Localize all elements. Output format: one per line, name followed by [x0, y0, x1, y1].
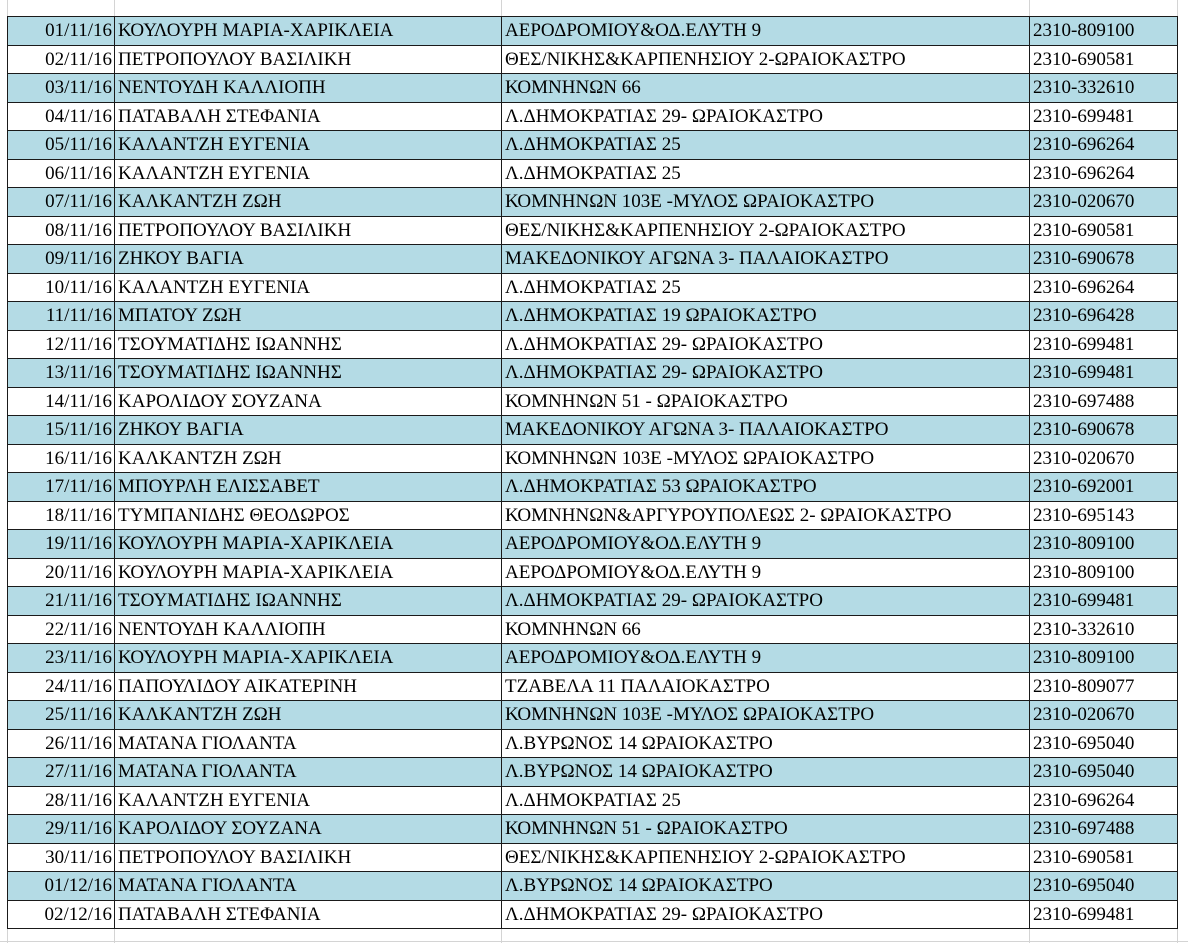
date-cell[interactable]: 16/11/16: [8, 444, 115, 473]
table-row[interactable]: [8, 131, 1178, 160]
table-row[interactable]: [8, 644, 1178, 673]
table-row[interactable]: [8, 815, 1178, 844]
date-cell[interactable]: 09/11/16: [8, 245, 115, 274]
table-row[interactable]: [8, 330, 1178, 359]
table-row[interactable]: [8, 672, 1178, 701]
address-cell[interactable]: Λ.ΒΥΡΩΝΟΣ 14 ΩΡΑΙΟΚΑΣΤΡΟ: [502, 872, 1030, 901]
date-cell[interactable]: 28/11/16: [8, 786, 115, 815]
pharmacist-name-cell[interactable]: ΤΥΜΠΑΝΙΔΗΣ ΘΕΟΔΩΡΟΣ: [115, 501, 502, 530]
pharmacist-name-cell[interactable]: ΠΕΤΡΟΠΟΥΛΟΥ ΒΑΣΙΛΙΚΗ: [115, 45, 502, 74]
phone-cell[interactable]: 2310-699481: [1030, 102, 1178, 131]
address-cell[interactable]: ΑΕΡΟΔΡΟΜΙΟΥ&ΟΔ.ΕΛΥΤΗ 9: [502, 17, 1030, 46]
table-row[interactable]: [8, 843, 1178, 872]
date-cell[interactable]: 13/11/16: [8, 359, 115, 388]
pharmacist-name-cell[interactable]: ΜΠΑΤΟΥ ΖΩΗ: [115, 302, 502, 331]
date-cell[interactable]: 17/11/16: [8, 473, 115, 502]
phone-cell[interactable]: 2310-695040: [1030, 872, 1178, 901]
address-cell[interactable]: Λ.ΔΗΜΟΚΡΑΤΙΑΣ 29- ΩΡΑΙΟΚΑΣΤΡΟ: [502, 102, 1030, 131]
pharmacist-name-cell[interactable]: ΚΑΛΚΑΝΤΖΗ ΖΩΗ: [115, 701, 502, 730]
phone-cell[interactable]: 2310-809100: [1030, 558, 1178, 587]
table-row[interactable]: [8, 302, 1178, 331]
address-cell[interactable]: Λ.ΔΗΜΟΚΡΑΤΙΑΣ 29- ΩΡΑΙΟΚΑΣΤΡΟ: [502, 900, 1030, 929]
phone-cell[interactable]: 2310-332610: [1030, 615, 1178, 644]
table-row[interactable]: [8, 872, 1178, 901]
pharmacist-name-cell[interactable]: ΚΑΛΚΑΝΤΖΗ ΖΩΗ: [115, 444, 502, 473]
pharmacist-name-cell[interactable]: ΝΕΝΤΟΥΔΗ ΚΑΛΛΙΟΠΗ: [115, 74, 502, 103]
pharmacist-name-cell[interactable]: ΚΑΡΟΛΙΔΟΥ ΣΟΥΖΑΝΑ: [115, 815, 502, 844]
address-cell[interactable]: ΜΑΚΕΔΟΝΙΚΟΥ ΑΓΩΝΑ 3- ΠΑΛΑΙΟΚΑΣΤΡΟ: [502, 245, 1030, 274]
phone-cell[interactable]: 2310-696264: [1030, 786, 1178, 815]
pharmacist-name-cell[interactable]: ΠΑΤΑΒΑΛΗ ΣΤΕΦΑΝΙΑ: [115, 102, 502, 131]
pharmacist-name-cell[interactable]: ΜΑΤΑΝΑ ΓΙΟΛΑΝΤΑ: [115, 872, 502, 901]
address-cell[interactable]: ΚΟΜΝΗΝΩΝ 66: [502, 615, 1030, 644]
pharmacist-name-cell[interactable]: ΝΕΝΤΟΥΔΗ ΚΑΛΛΙΟΠΗ: [115, 615, 502, 644]
date-cell[interactable]: 23/11/16: [8, 644, 115, 673]
address-cell[interactable]: Λ.ΔΗΜΟΚΡΑΤΙΑΣ 29- ΩΡΑΙΟΚΑΣΤΡΟ: [502, 330, 1030, 359]
phone-cell[interactable]: 2310-020670: [1030, 444, 1178, 473]
pharmacist-name-cell[interactable]: ΚΑΛΑΝΤΖΗ ΕΥΓΕΝΙΑ: [115, 273, 502, 302]
pharmacist-name-cell[interactable]: ΚΑΛΑΝΤΖΗ ΕΥΓΕΝΙΑ: [115, 131, 502, 160]
gridline: [7, 0, 8, 16]
phone-cell[interactable]: 2310-809100: [1030, 530, 1178, 559]
gridline: [1029, 0, 1030, 16]
table-row[interactable]: [8, 900, 1178, 929]
phone-cell[interactable]: 2310-697488: [1030, 387, 1178, 416]
address-cell[interactable]: Λ.ΔΗΜΟΚΡΑΤΙΑΣ 25: [502, 786, 1030, 815]
date-cell[interactable]: 14/11/16: [8, 387, 115, 416]
roster-table-body: [8, 17, 1178, 929]
address-cell[interactable]: ΚΟΜΝΗΝΩΝ&ΑΡΓΥΡΟΥΠΟΛΕΩΣ 2- ΩΡΑΙΟΚΑΣΤΡΟ: [502, 501, 1030, 530]
phone-cell[interactable]: 2310-695040: [1030, 729, 1178, 758]
address-cell[interactable]: Λ.ΔΗΜΟΚΡΑΤΙΑΣ 29- ΩΡΑΙΟΚΑΣΤΡΟ: [502, 587, 1030, 616]
table-row[interactable]: [8, 359, 1178, 388]
date-cell[interactable]: 01/12/16: [8, 872, 115, 901]
pharmacist-name-cell[interactable]: ΠΕΤΡΟΠΟΥΛΟΥ ΒΑΣΙΛΙΚΗ: [115, 843, 502, 872]
date-cell[interactable]: 01/11/16: [8, 17, 115, 46]
address-cell[interactable]: ΘΕΣ/ΝΙΚΗΣ&ΚΑΡΠΕΝΗΣΙΟΥ 2-ΩΡΑΙΟΚΑΣΤΡΟ: [502, 45, 1030, 74]
table-row[interactable]: [8, 501, 1178, 530]
date-cell[interactable]: 02/11/16: [8, 45, 115, 74]
phone-cell[interactable]: 2310-690581: [1030, 216, 1178, 245]
pharmacist-name-cell[interactable]: ΖΗΚΟΥ ΒΑΓΙΑ: [115, 416, 502, 445]
address-cell[interactable]: Λ.ΔΗΜΟΚΡΑΤΙΑΣ 19 ΩΡΑΙΟΚΑΣΤΡΟ: [502, 302, 1030, 331]
phone-cell[interactable]: 2310-699481: [1030, 359, 1178, 388]
table-row[interactable]: [8, 786, 1178, 815]
table-row[interactable]: [8, 45, 1178, 74]
phone-cell[interactable]: 2310-699481: [1030, 900, 1178, 929]
phone-cell[interactable]: 2310-690678: [1030, 245, 1178, 274]
table-row[interactable]: [8, 587, 1178, 616]
date-cell[interactable]: 06/11/16: [8, 159, 115, 188]
address-cell[interactable]: ΘΕΣ/ΝΙΚΗΣ&ΚΑΡΠΕΝΗΣΙΟΥ 2-ΩΡΑΙΟΚΑΣΤΡΟ: [502, 843, 1030, 872]
address-cell[interactable]: ΑΕΡΟΔΡΟΜΙΟΥ&ΟΔ.ΕΛΥΤΗ 9: [502, 530, 1030, 559]
table-row[interactable]: [8, 17, 1178, 46]
table-row[interactable]: [8, 729, 1178, 758]
date-cell[interactable]: 24/11/16: [8, 672, 115, 701]
date-cell[interactable]: 20/11/16: [8, 558, 115, 587]
pharmacist-name-cell[interactable]: ΜΑΤΑΝΑ ΓΙΟΛΑΝΤΑ: [115, 729, 502, 758]
date-cell[interactable]: 18/11/16: [8, 501, 115, 530]
phone-cell[interactable]: 2310-697488: [1030, 815, 1178, 844]
address-cell[interactable]: Λ.ΒΥΡΩΝΟΣ 14 ΩΡΑΙΟΚΑΣΤΡΟ: [502, 758, 1030, 787]
spreadsheet-bottom-gridlines: [0, 929, 1188, 943]
phone-cell[interactable]: 2310-696428: [1030, 302, 1178, 331]
table-row[interactable]: [8, 558, 1178, 587]
table-row[interactable]: [8, 387, 1178, 416]
address-cell[interactable]: ΚΟΜΝΗΝΩΝ 66: [502, 74, 1030, 103]
pharmacist-name-cell[interactable]: ΚΟΥΛΟΥΡΗ ΜΑΡΙΑ-ΧΑΡΙΚΛΕΙΑ: [115, 17, 502, 46]
phone-cell[interactable]: 2310-692001: [1030, 473, 1178, 502]
gridline: [114, 0, 115, 16]
address-cell[interactable]: Λ.ΔΗΜΟΚΡΑΤΙΑΣ 25: [502, 131, 1030, 160]
table-row[interactable]: [8, 74, 1178, 103]
phone-cell[interactable]: 2310-690581: [1030, 843, 1178, 872]
table-row[interactable]: [8, 216, 1178, 245]
pharmacist-name-cell[interactable]: ΚΑΡΟΛΙΔΟΥ ΣΟΥΖΑΝΑ: [115, 387, 502, 416]
table-row[interactable]: [8, 615, 1178, 644]
address-cell[interactable]: Λ.ΔΗΜΟΚΡΑΤΙΑΣ 29- ΩΡΑΙΟΚΑΣΤΡΟ: [502, 359, 1030, 388]
table-row[interactable]: [8, 188, 1178, 217]
date-cell[interactable]: 02/12/16: [8, 900, 115, 929]
date-cell[interactable]: 26/11/16: [8, 729, 115, 758]
phone-cell[interactable]: 2310-809077: [1030, 672, 1178, 701]
date-cell[interactable]: 22/11/16: [8, 615, 115, 644]
date-cell[interactable]: 25/11/16: [8, 701, 115, 730]
date-cell[interactable]: 15/11/16: [8, 416, 115, 445]
phone-cell[interactable]: 2310-690678: [1030, 416, 1178, 445]
table-row[interactable]: [8, 102, 1178, 131]
address-cell[interactable]: Λ.ΒΥΡΩΝΟΣ 14 ΩΡΑΙΟΚΑΣΤΡΟ: [502, 729, 1030, 758]
pharmacist-name-cell[interactable]: ΠΑΤΑΒΑΛΗ ΣΤΕΦΑΝΙΑ: [115, 900, 502, 929]
pharmacy-duty-roster-table: [7, 16, 1178, 929]
gridline: [0, 941, 1188, 942]
address-cell[interactable]: ΚΟΜΝΗΝΩΝ 103Ε -ΜΥΛΟΣ ΩΡΑΙΟΚΑΣΤΡΟ: [502, 701, 1030, 730]
address-cell[interactable]: ΑΕΡΟΔΡΟΜΙΟΥ&ΟΔ.ΕΛΥΤΗ 9: [502, 558, 1030, 587]
phone-cell[interactable]: 2310-695040: [1030, 758, 1178, 787]
table-row[interactable]: [8, 159, 1178, 188]
pharmacist-name-cell[interactable]: ΚΑΛΑΝΤΖΗ ΕΥΓΕΝΙΑ: [115, 159, 502, 188]
address-cell[interactable]: ΚΟΜΝΗΝΩΝ 103Ε -ΜΥΛΟΣ ΩΡΑΙΟΚΑΣΤΡΟ: [502, 444, 1030, 473]
table-row[interactable]: [8, 701, 1178, 730]
spreadsheet-top-gridlines: [0, 0, 1188, 16]
address-cell[interactable]: ΚΟΜΝΗΝΩΝ 103Ε -ΜΥΛΟΣ ΩΡΑΙΟΚΑΣΤΡΟ: [502, 188, 1030, 217]
pharmacist-name-cell[interactable]: ΚΟΥΛΟΥΡΗ ΜΑΡΙΑ-ΧΑΡΙΚΛΕΙΑ: [115, 530, 502, 559]
address-cell[interactable]: ΜΑΚΕΔΟΝΙΚΟΥ ΑΓΩΝΑ 3- ΠΑΛΑΙΟΚΑΣΤΡΟ: [502, 416, 1030, 445]
gridline: [1177, 0, 1178, 16]
date-cell[interactable]: 08/11/16: [8, 216, 115, 245]
phone-cell[interactable]: 2310-020670: [1030, 188, 1178, 217]
pharmacist-name-cell[interactable]: ΤΣΟΥΜΑΤΙΔΗΣ ΙΩΑΝΝΗΣ: [115, 587, 502, 616]
pharmacist-name-cell[interactable]: ΤΣΟΥΜΑΤΙΔΗΣ ΙΩΑΝΝΗΣ: [115, 330, 502, 359]
phone-cell[interactable]: 2310-809100: [1030, 644, 1178, 673]
date-cell[interactable]: 12/11/16: [8, 330, 115, 359]
pharmacist-name-cell[interactable]: ΚΟΥΛΟΥΡΗ ΜΑΡΙΑ-ΧΑΡΙΚΛΕΙΑ: [115, 558, 502, 587]
table-row[interactable]: [8, 273, 1178, 302]
phone-cell[interactable]: 2310-332610: [1030, 74, 1178, 103]
address-cell[interactable]: ΑΕΡΟΔΡΟΜΙΟΥ&ΟΔ.ΕΛΥΤΗ 9: [502, 644, 1030, 673]
table-row[interactable]: [8, 530, 1178, 559]
pharmacist-name-cell[interactable]: ΜΑΤΑΝΑ ΓΙΟΛΑΝΤΑ: [115, 758, 502, 787]
phone-cell[interactable]: 2310-699481: [1030, 587, 1178, 616]
phone-cell[interactable]: 2310-699481: [1030, 330, 1178, 359]
pharmacist-name-cell[interactable]: ΠΑΠΟΥΛΙΔΟΥ ΑΙΚΑΤΕΡΙΝΗ: [115, 672, 502, 701]
date-cell[interactable]: 05/11/16: [8, 131, 115, 160]
pharmacist-name-cell[interactable]: ΚΑΛΑΝΤΖΗ ΕΥΓΕΝΙΑ: [115, 786, 502, 815]
phone-cell[interactable]: 2310-695143: [1030, 501, 1178, 530]
date-cell[interactable]: 19/11/16: [8, 530, 115, 559]
date-cell[interactable]: 30/11/16: [8, 843, 115, 872]
phone-cell[interactable]: 2310-020670: [1030, 701, 1178, 730]
phone-cell[interactable]: 2310-690581: [1030, 45, 1178, 74]
phone-cell[interactable]: 2310-696264: [1030, 159, 1178, 188]
pharmacist-name-cell[interactable]: ΚΑΛΚΑΝΤΖΗ ΖΩΗ: [115, 188, 502, 217]
address-cell[interactable]: Λ.ΔΗΜΟΚΡΑΤΙΑΣ 25: [502, 159, 1030, 188]
address-cell[interactable]: Λ.ΔΗΜΟΚΡΑΤΙΑΣ 25: [502, 273, 1030, 302]
pharmacist-name-cell[interactable]: ΖΗΚΟΥ ΒΑΓΙΑ: [115, 245, 502, 274]
address-cell[interactable]: ΘΕΣ/ΝΙΚΗΣ&ΚΑΡΠΕΝΗΣΙΟΥ 2-ΩΡΑΙΟΚΑΣΤΡΟ: [502, 216, 1030, 245]
date-cell[interactable]: 10/11/16: [8, 273, 115, 302]
table-row[interactable]: [8, 444, 1178, 473]
date-cell[interactable]: 04/11/16: [8, 102, 115, 131]
address-cell[interactable]: ΚΟΜΝΗΝΩΝ 51 - ΩΡΑΙΟΚΑΣΤΡΟ: [502, 387, 1030, 416]
gridline: [501, 0, 502, 16]
address-cell[interactable]: ΤΖΑΒΕΛΑ 11 ΠΑΛΑΙΟΚΑΣΤΡΟ: [502, 672, 1030, 701]
table-row[interactable]: [8, 416, 1178, 445]
date-cell[interactable]: 27/11/16: [8, 758, 115, 787]
pharmacist-name-cell[interactable]: ΜΠΟΥΡΛΗ ΕΛΙΣΣΑΒΕΤ: [115, 473, 502, 502]
table-row[interactable]: [8, 245, 1178, 274]
phone-cell[interactable]: 2310-696264: [1030, 131, 1178, 160]
phone-cell[interactable]: 2310-696264: [1030, 273, 1178, 302]
date-cell[interactable]: 29/11/16: [8, 815, 115, 844]
date-cell[interactable]: 11/11/16: [8, 302, 115, 331]
address-cell[interactable]: Λ.ΔΗΜΟΚΡΑΤΙΑΣ 53 ΩΡΑΙΟΚΑΣΤΡΟ: [502, 473, 1030, 502]
address-cell[interactable]: ΚΟΜΝΗΝΩΝ 51 - ΩΡΑΙΟΚΑΣΤΡΟ: [502, 815, 1030, 844]
date-cell[interactable]: 21/11/16: [8, 587, 115, 616]
phone-cell[interactable]: 2310-809100: [1030, 17, 1178, 46]
date-cell[interactable]: 03/11/16: [8, 74, 115, 103]
pharmacist-name-cell[interactable]: ΚΟΥΛΟΥΡΗ ΜΑΡΙΑ-ΧΑΡΙΚΛΕΙΑ: [115, 644, 502, 673]
table-row[interactable]: [8, 758, 1178, 787]
pharmacist-name-cell[interactable]: ΠΕΤΡΟΠΟΥΛΟΥ ΒΑΣΙΛΙΚΗ: [115, 216, 502, 245]
table-row[interactable]: [8, 473, 1178, 502]
pharmacist-name-cell[interactable]: ΤΣΟΥΜΑΤΙΔΗΣ ΙΩΑΝΝΗΣ: [115, 359, 502, 388]
date-cell[interactable]: 07/11/16: [8, 188, 115, 217]
